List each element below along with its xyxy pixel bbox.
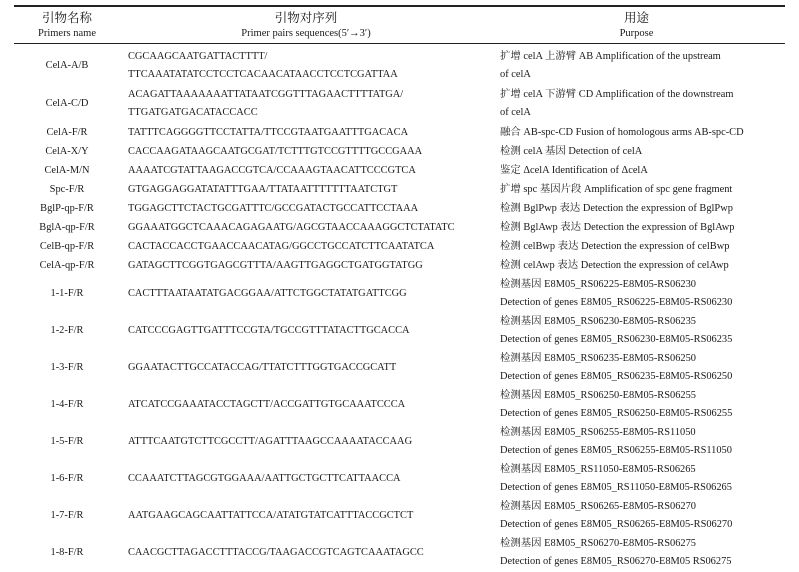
- table-row: [14, 161, 785, 180]
- header-primer-name-en: Primers name: [37, 28, 97, 39]
- sequence-line: GGAAATGGCTCAAACAGAGAATG/AGCGTAACCAAAGGCTCTATATC: [128, 221, 455, 233]
- sequence-cell: [120, 312, 500, 349]
- purpose-line: Detection of genes E8M05_RS06250-E8M05-RS06255: [500, 407, 733, 419]
- sequence-line: AATGAAGCAGCAATTATTCCA/ATATGTATCATTTACCGCTCT: [128, 509, 414, 521]
- primer-name-cell: 1-1-F/R: [50, 287, 84, 299]
- sequence-cell: [120, 349, 500, 386]
- purpose-line: 检测 celA 基因 Detection of celA: [500, 145, 643, 157]
- purpose-cell: [500, 312, 785, 349]
- purpose-cell: [500, 497, 785, 534]
- sequence-cell: [120, 218, 500, 237]
- purpose-line: 检测 celBwp 表达 Detection the expression of celBwp: [500, 240, 730, 252]
- table-row: [14, 218, 785, 237]
- purpose-line: 检测基因 E8M05_RS06265-E8M05-RS06270: [500, 500, 696, 512]
- purpose-cell: [500, 423, 785, 460]
- primer-name-cell: CelA-A/B: [45, 60, 89, 71]
- primer-name-cell: CelA-F/R: [46, 126, 88, 138]
- sequence-cell: [120, 199, 500, 218]
- sequence-line: CACTACCACCTGAACCAACATAG/GGCCTGCCATCTTCAATATCA: [128, 240, 435, 252]
- purpose-line: 鉴定 ΔcelA Identification of ΔcelA: [500, 164, 648, 176]
- sequence-cell: [120, 180, 500, 199]
- header-purpose-zh: 用途: [623, 11, 649, 25]
- primer-name-cell: CelB-qp-F/R: [39, 240, 95, 252]
- primer-name-cell: 1-4-F/R: [50, 398, 84, 410]
- sequence-cell: [120, 161, 500, 180]
- purpose-cell: [500, 180, 785, 199]
- sequence-cell: [120, 497, 500, 534]
- table-row: [14, 349, 785, 386]
- header-purpose-en: Purpose: [619, 28, 654, 39]
- purpose-line: 检测基因 E8M05_RS06230-E8M05-RS06235: [500, 315, 696, 327]
- table-row: [14, 460, 785, 497]
- purpose-cell: [500, 256, 785, 275]
- purpose-line: of celA: [500, 107, 531, 118]
- purpose-cell: [500, 85, 785, 123]
- table-top-rule: [14, 5, 785, 7]
- primer-name-cell: BglP-qp-F/R: [40, 202, 94, 214]
- purpose-cell: [500, 123, 785, 142]
- primer-name-cell: CelA-X/Y: [45, 145, 89, 157]
- table-row: [14, 237, 785, 256]
- purpose-cell: [500, 349, 785, 386]
- purpose-cell: [500, 534, 785, 571]
- sequence-line: CGCAAGCAATGATTACTTTT/: [128, 51, 268, 62]
- table-row: [14, 275, 785, 312]
- header-purpose: [488, 11, 785, 41]
- header-primer-name-zh: 引物名称: [41, 11, 92, 25]
- sequence-cell: [120, 460, 500, 497]
- header-sequence-zh: 引物对序列: [274, 11, 338, 25]
- sequence-line: AAAATCGTATTAAGACCGTCA/CCAAAGTAACATTCCCGTCA: [128, 164, 416, 176]
- sequence-cell: [120, 85, 500, 123]
- primer-name-cell: CelA-qp-F/R: [39, 259, 95, 271]
- table-row: [14, 123, 785, 142]
- primer-name-cell: 1-6-F/R: [50, 472, 84, 484]
- sequence-cell: [120, 123, 500, 142]
- primer-name-cell: 1-2-F/R: [50, 324, 84, 336]
- sequence-line: ACAGATTAAAAAAATTATAATCGGTTTAGAACTTTTATGA/: [128, 89, 404, 100]
- purpose-cell: [500, 460, 785, 497]
- primer-name-cell: CelA-C/D: [45, 98, 89, 109]
- sequence-cell: [120, 256, 500, 275]
- sequence-cell: [120, 386, 500, 423]
- sequence-line: GTGAGGAGGATATATTTGAA/TTATAATTTTTTTAATCTGT: [128, 183, 398, 195]
- primer-name-cell: Spc-F/R: [49, 183, 85, 195]
- sequence-line: CCAAATCTTAGCGTGGAAA/AATTGCTGCTTCATTAACCA: [128, 472, 401, 484]
- purpose-line: Detection of genes E8M05_RS06235-E8M05-RS06250: [500, 370, 733, 382]
- header-sequence-en: Primer pairs sequences(5′→3′): [241, 28, 371, 39]
- purpose-line: 扩增 celA 上游臂 AB Amplification of the upstream: [500, 51, 721, 62]
- table-row: [14, 312, 785, 349]
- sequence-line: CATCCCGAGTTGATTTCCGTA/TGCCGTTTATACTTGCACCA: [128, 324, 410, 336]
- sequence-cell: [120, 142, 500, 161]
- sequence-line: TTCAAATATATCCTCCTCACAACATAACCTCCTCGATTAA: [128, 69, 398, 80]
- sequence-line: TGGAGCTTCTACTGCGATTTC/GCCGATACTGCCATTCCTAAA: [128, 202, 419, 214]
- purpose-line: Detection of genes E8M05_RS06230-E8M05-RS06235: [500, 333, 733, 345]
- purpose-line: 检测基因 E8M05_RS06225-E8M05-RS06230: [500, 278, 696, 290]
- purpose-line: 扩增 spc 基因片段 Amplification of spc gene fragment: [500, 183, 733, 195]
- purpose-line: 检测基因 E8M05_RS11050-E8M05-RS06265: [500, 463, 696, 475]
- primer-name-cell: 1-8-F/R: [50, 546, 84, 558]
- purpose-line: Detection of genes E8M05_RS06225-E8M05-RS06230: [500, 296, 733, 308]
- sequence-line: TATTTCAGGGGTTCCTATTA/TTCCGTAATGAATTTGACACA: [128, 126, 409, 138]
- sequence-cell: [120, 47, 500, 85]
- primer-name-cell: 1-7-F/R: [50, 509, 84, 521]
- purpose-cell: [500, 275, 785, 312]
- primer-name-cell: 1-5-F/R: [50, 435, 84, 447]
- table-row: [14, 423, 785, 460]
- purpose-line: Detection of genes E8M05_RS06265-E8M05-RS06270: [500, 518, 733, 530]
- table-row: [14, 85, 785, 123]
- purpose-cell: [500, 218, 785, 237]
- sequence-line: GATAGCTTCGGTGAGCGTTTA/AAGTTGAGGCTGATGGTATGG: [128, 259, 423, 271]
- purpose-cell: [500, 47, 785, 85]
- sequence-line: CAACGCTTAGACCTTTACCG/TAAGACCGTCAGTCAAATAGCC: [128, 546, 424, 558]
- purpose-line: 检测基因 E8M05_RS06255-E8M05-RS11050: [500, 426, 696, 438]
- purpose-line: 检测基因 E8M05_RS06250-E8M05-RS06255: [500, 389, 696, 401]
- purpose-line: 检测基因 E8M05_RS06235-E8M05-RS06250: [500, 352, 696, 364]
- table-row: [14, 386, 785, 423]
- purpose-line: 检测基因 E8M05_RS06270-E8M05-RS06275: [500, 537, 696, 549]
- sequence-cell: [120, 534, 500, 571]
- header-sequence: [120, 11, 492, 41]
- purpose-line: 检测 celAwp 表达 Detection the expression of celAwp: [500, 259, 729, 271]
- sequence-line: TTGATGATGACATACCACC: [128, 107, 258, 118]
- purpose-cell: [500, 237, 785, 256]
- purpose-line: Detection of genes E8M05_RS06270-E8M05 RS06275: [500, 555, 732, 567]
- table-row: [14, 534, 785, 571]
- table-row: [14, 180, 785, 199]
- table-row: [14, 199, 785, 218]
- primer-name-cell: BglA-qp-F/R: [39, 221, 95, 233]
- purpose-cell: [500, 161, 785, 180]
- purpose-cell: [500, 386, 785, 423]
- primer-table: [14, 47, 785, 571]
- header-primer-name: [14, 11, 120, 41]
- primer-name-cell: 1-3-F/R: [50, 361, 84, 373]
- sequence-cell: [120, 423, 500, 460]
- primer-name-cell: CelA-M/N: [44, 164, 90, 176]
- sequence-line: CACTTTAATAATATGACGGAA/ATTCTGGCTATATGATTCGG: [128, 287, 407, 299]
- purpose-cell: [500, 199, 785, 218]
- sequence-cell: [120, 275, 500, 312]
- purpose-line: Detection of genes E8M05_RS11050-E8M05-RS06265: [500, 481, 732, 493]
- sequence-line: GGAATACTTGCCATACCAG/TTATCTTTGGTGACCGCATT: [128, 361, 397, 373]
- purpose-cell: [500, 142, 785, 161]
- purpose-line: of celA: [500, 69, 531, 80]
- primer-table-body: [14, 47, 785, 571]
- purpose-line: 检测 BglPwp 表达 Detection the expression of BglPwp: [500, 202, 733, 214]
- table-row: [14, 47, 785, 85]
- table-header-rule: [14, 43, 785, 44]
- sequence-cell: [120, 237, 500, 256]
- sequence-line: CACCAAGATAAGCAATGCGAT/TCTTTGTCCGTTTTGCCGAAA: [128, 145, 423, 157]
- purpose-line: 检测 BglAwp 表达 Detection the expression of BglAwp: [500, 221, 735, 233]
- purpose-line: 扩增 celA 下游臂 CD Amplification of the downstream: [500, 89, 734, 100]
- table-row: [14, 497, 785, 534]
- table-row: [14, 256, 785, 275]
- sequence-line: ATTTCAATGTCTTCGCCTT/AGATTTAAGCCAAAATACCAAG: [128, 435, 413, 447]
- purpose-line: Detection of genes E8M05_RS06255-E8M05-RS11050: [500, 444, 732, 456]
- sequence-line: ATCATCCGAAATACCTAGCTT/ACCGATTGTGCAAATCCCA: [128, 398, 406, 410]
- purpose-line: 融合 AB-spc-CD Fusion of homologous arms AB-spc-CD: [500, 126, 744, 138]
- table-row: [14, 142, 785, 161]
